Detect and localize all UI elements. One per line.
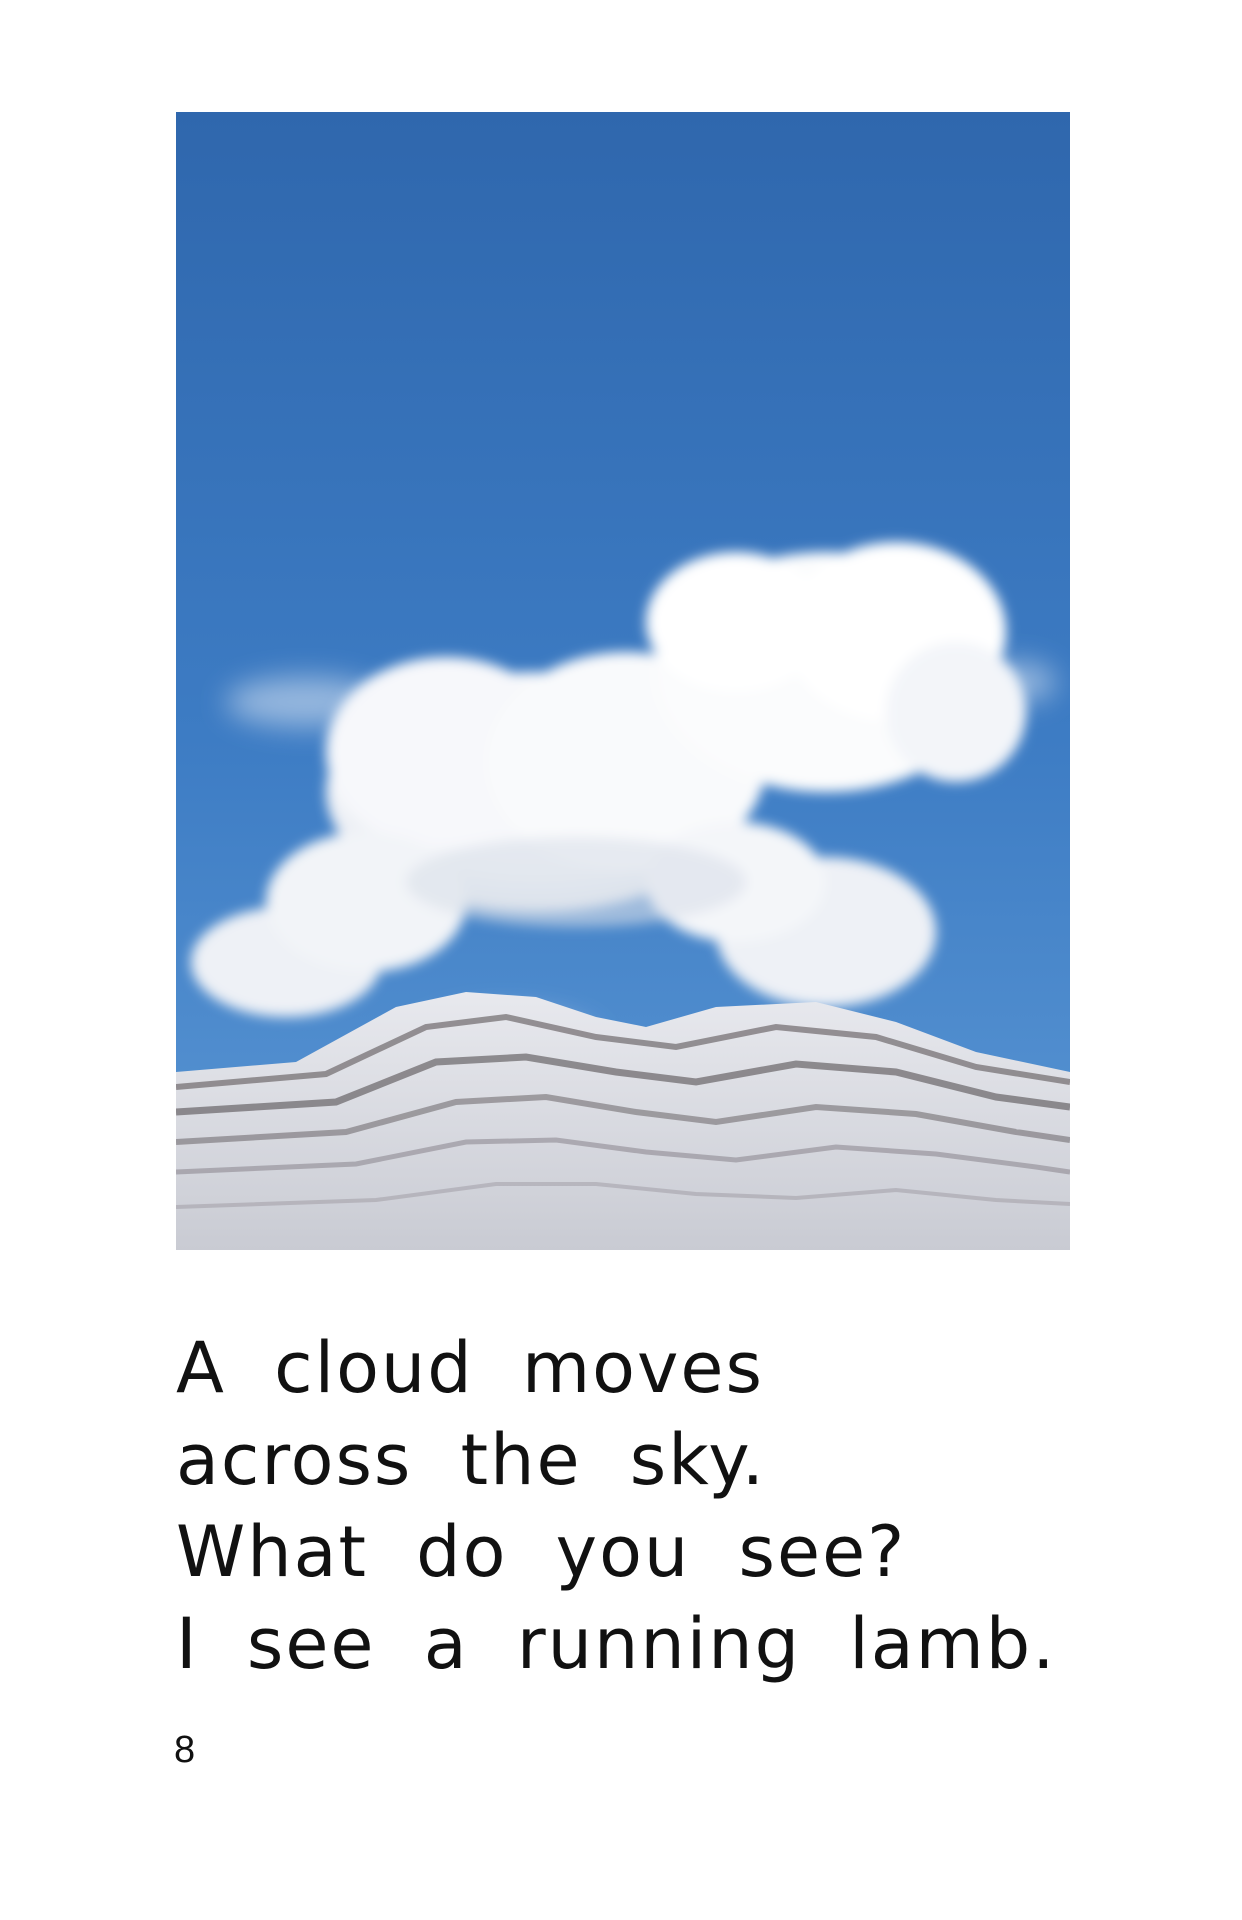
sky-cloud-mountain-illustration bbox=[176, 112, 1070, 1250]
page-number: 8 bbox=[174, 1729, 196, 1771]
story-line-1: A cloud moves bbox=[176, 1327, 764, 1409]
story-line-4: I see a running lamb. bbox=[176, 1603, 1057, 1685]
cloud-photo bbox=[176, 112, 1070, 1250]
story-text bbox=[176, 1322, 1176, 1690]
story-line-3: What do you see? bbox=[176, 1511, 907, 1593]
story-line-2: across the sky. bbox=[176, 1419, 766, 1501]
